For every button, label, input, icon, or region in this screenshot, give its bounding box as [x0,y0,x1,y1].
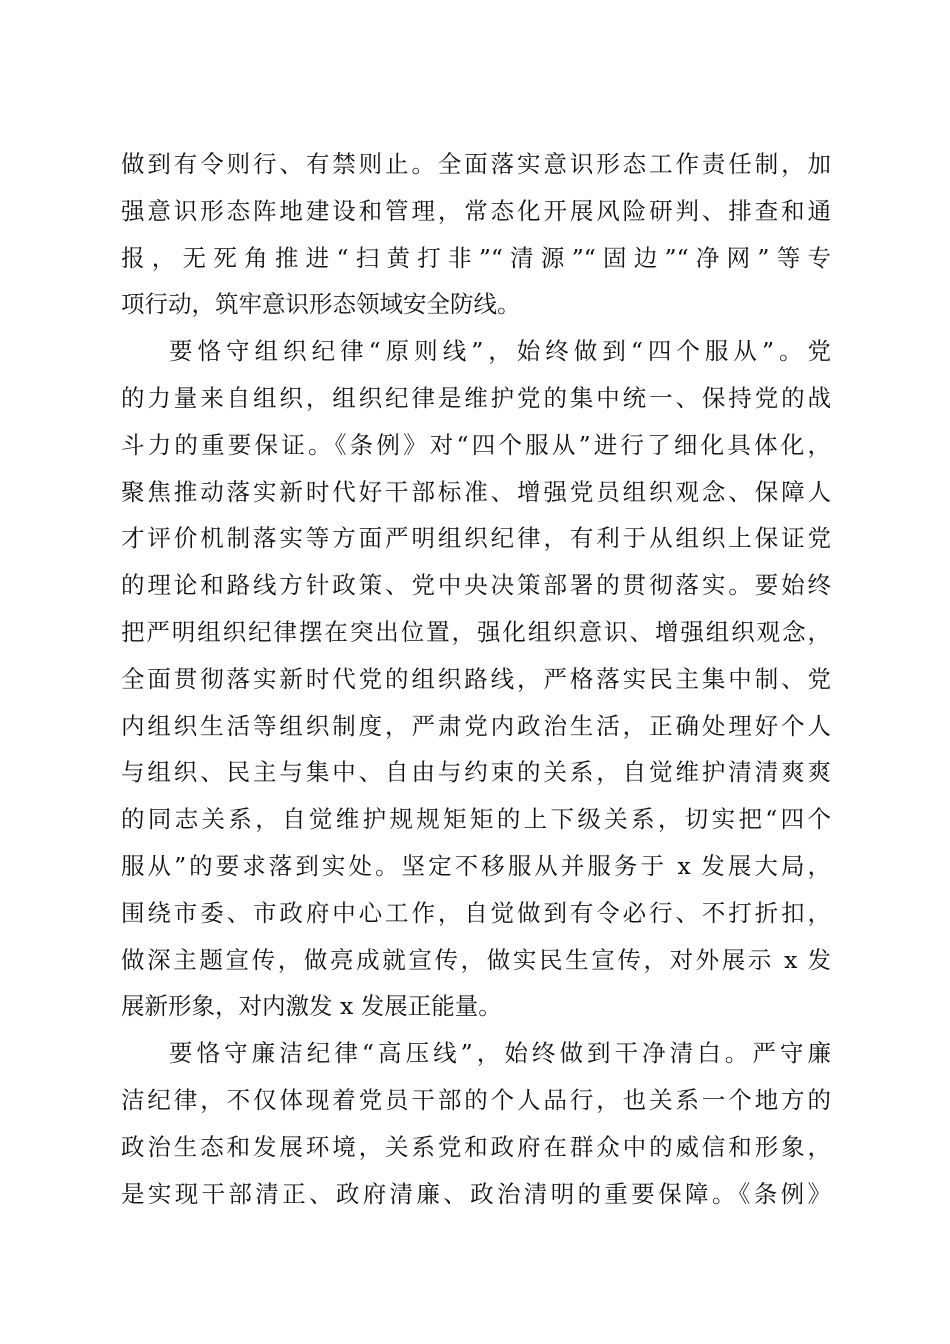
text-line: 报，无死角推进“扫黄打非”“清源”“固边”“净网”等专 [121,243,831,272]
text-line: 要恪守组织纪律“原则线”，始终做到“四个服从”。党 [169,337,831,366]
text-line: 的同志关系，自觉维护规规矩矩的上下级关系，切实把“四个 [121,805,831,834]
text-line: 是实现干部清正、政府清廉、政治清明的重要保障。《条例》 [121,1179,831,1208]
text-line: 做到有令则行、有禁则止。全面落实意识形态工作责任制，加 [121,150,831,178]
text-line: 展新形象，对内激发 x 发展正能量。 [121,992,502,1021]
text-line: 全面贯彻落实新时代党的组织路线，严格落实民主集中制、党 [121,664,831,693]
text-line: 政治生态和发展环境，关系党和政府在群众中的威信和形象， [121,1132,831,1161]
text-line: 洁纪律，不仅体现着党员干部的个人品行，也关系一个地方的 [121,1085,831,1114]
text-line: 强意识形态阵地建设和管理，常态化开展风险研判、排查和通 [121,196,831,225]
text-line: 把严明组织纪律摆在突出位置，强化组织意识、增强组织观念， [121,617,831,646]
text-line: 做深主题宣传，做亮成就宣传，做实民生宣传，对外展示 x 发 [121,945,831,974]
text-line: 聚焦推动落实新时代好干部标准、增强党员组织观念、保障人 [121,477,831,506]
text-line: 服从”的要求落到实处。坚定不移服从并服务于 x 发展大局， [121,851,831,880]
body-text [121,141,831,1217]
text-line: 的理论和路线方针政策、党中央决策部署的贯彻落实。要始终 [121,571,831,600]
text-line: 围绕市委、市政府中心工作，自觉做到有令必行、不打折扣， [121,898,831,927]
text-line: 内组织生活等组织制度，严肃党内政治生活，正确处理好个人 [121,711,831,740]
paragraph [121,1030,831,1217]
text-line: 斗力的重要保证。《条例》对“四个服从”进行了细化具体化， [121,430,831,459]
text-line: 与组织、民主与集中、自由与约束的关系，自觉维护清清爽爽 [121,758,831,787]
text-line: 的力量来自组织，组织纪律是维护党的集中统一、保持党的战 [121,383,831,412]
paragraph [121,141,831,328]
text-line: 才评价机制落实等方面严明组织纪律，有利于从组织上保证党 [121,524,831,553]
paragraph [121,328,831,1030]
text-line: 项行动，筑牢意识形态领域安全防线。 [121,290,521,319]
text-line: 要恪守廉洁纪律“高压线”，始终做到干净清白。严守廉 [169,1039,831,1068]
